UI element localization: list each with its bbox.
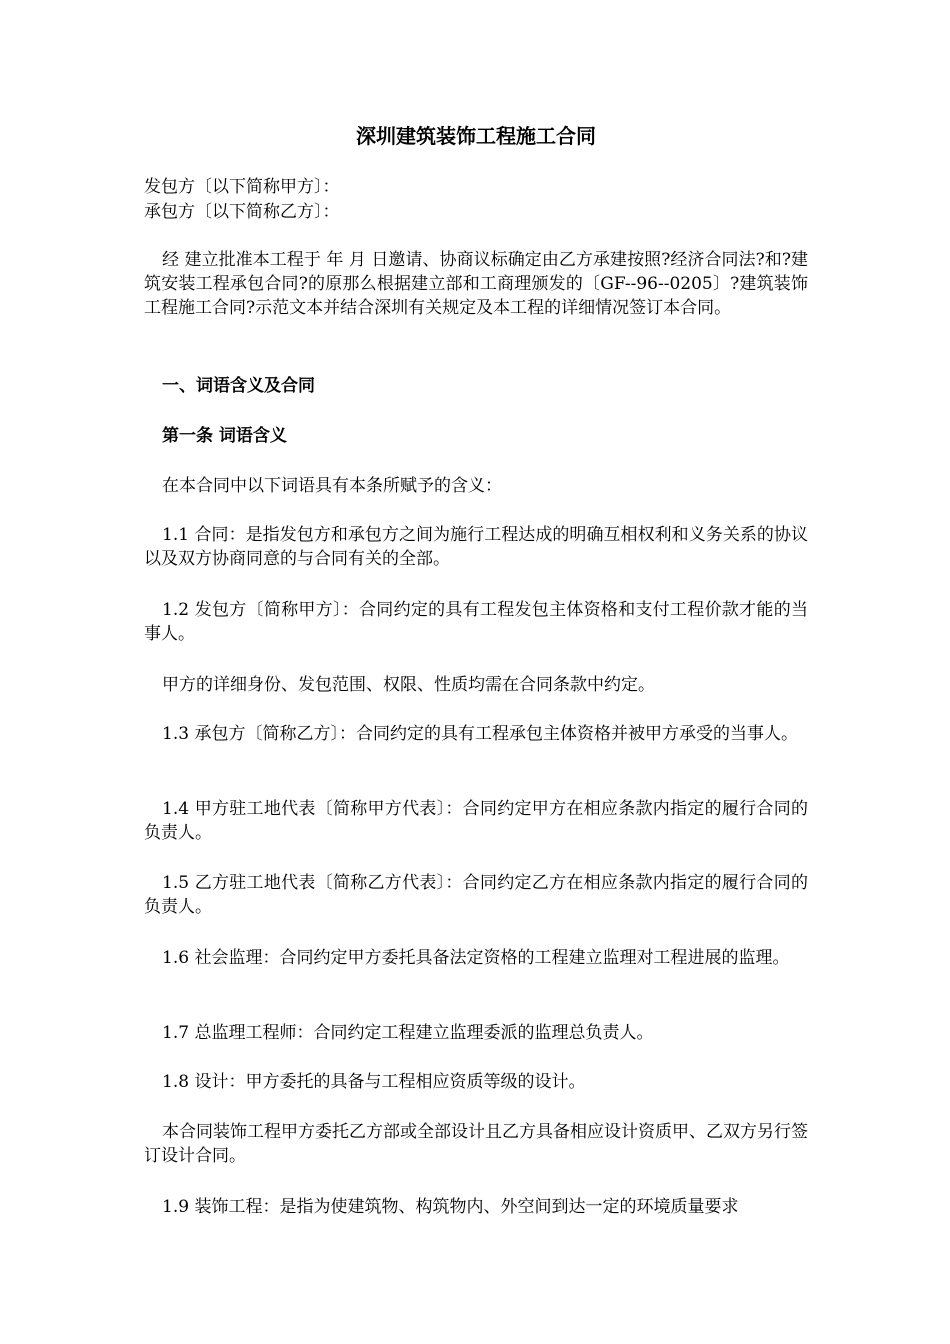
document-title: 深圳建筑装饰工程施工合同 xyxy=(356,124,596,148)
clause-1-2: 1.2 发包方〔简称甲方〕：合同约定的具有工程发包主体资格和支付工程价款才能的当事人。 xyxy=(144,600,808,644)
intro-paragraph: 经 建立批准本工程于 年 月 日邀请、协商议标确定由乙方承建按照?经济合同法?和?建筑安装工程承包合同?的原那么根据建立部和工商理颁发的〔GF--96--0205〕?建筑装饰工程施工合同?示范文本并结合深圳有关规定及本工程的详细情况签订本合同。 xyxy=(144,250,808,318)
clause-1-2-note: 甲方的详细身份、发包范围、权限、性质均需在合同条款中约定。 xyxy=(162,675,655,695)
clause-1-6: 1.6 社会监理：合同约定甲方委托具备法定资格的工程建立监理对工程进展的监理。 xyxy=(162,948,790,968)
party-b-line: 承包方〔以下简称乙方〕： xyxy=(144,202,340,222)
party-a-line: 发包方〔以下简称甲方〕： xyxy=(144,177,340,197)
clause-1-9: 1.9 装饰工程：是指为使建筑物、构筑物内、外空间到达一定的环境质量要求 xyxy=(162,1197,739,1217)
clause-1-3: 1.3 承包方〔简称乙方〕：合同约定的具有工程承包主体资格并被甲方承受的当事人。 xyxy=(162,724,798,744)
article-heading: 第一条 词语含义 xyxy=(162,426,287,446)
clause-1-8: 1.8 设计：甲方委托的具备与工程相应资质等级的设计。 xyxy=(162,1072,586,1092)
clause-1-7: 1.7 总监理工程师：合同约定工程建立监理委派的监理总负责人。 xyxy=(162,1023,654,1043)
clause-1-1: 1.1 合同：是指发包方和承包方之间为施行工程达成的明确互相权利和义务关系的协议以及双方协商同意的与合同有关的全部。 xyxy=(144,525,808,569)
section-heading: 一、词语含义及合同 xyxy=(162,376,315,396)
article-lead-paragraph: 在本合同中以下词语具有本条所赋予的含义： xyxy=(162,476,502,496)
clause-1-8-note: 本合同装饰工程甲方委托乙方部或全部设计且乙方具备相应设计资质甲、乙双方另行签订设计合同。 xyxy=(144,1122,808,1166)
clause-1-5: 1.5 乙方驻工地代表〔简称乙方代表〕：合同约定乙方在相应条款内指定的履行合同的负责人。 xyxy=(144,873,808,917)
clause-1-4: 1.4 甲方驻工地代表〔简称甲方代表〕：合同约定甲方在相应条款内指定的履行合同的负责人。 xyxy=(144,799,808,843)
